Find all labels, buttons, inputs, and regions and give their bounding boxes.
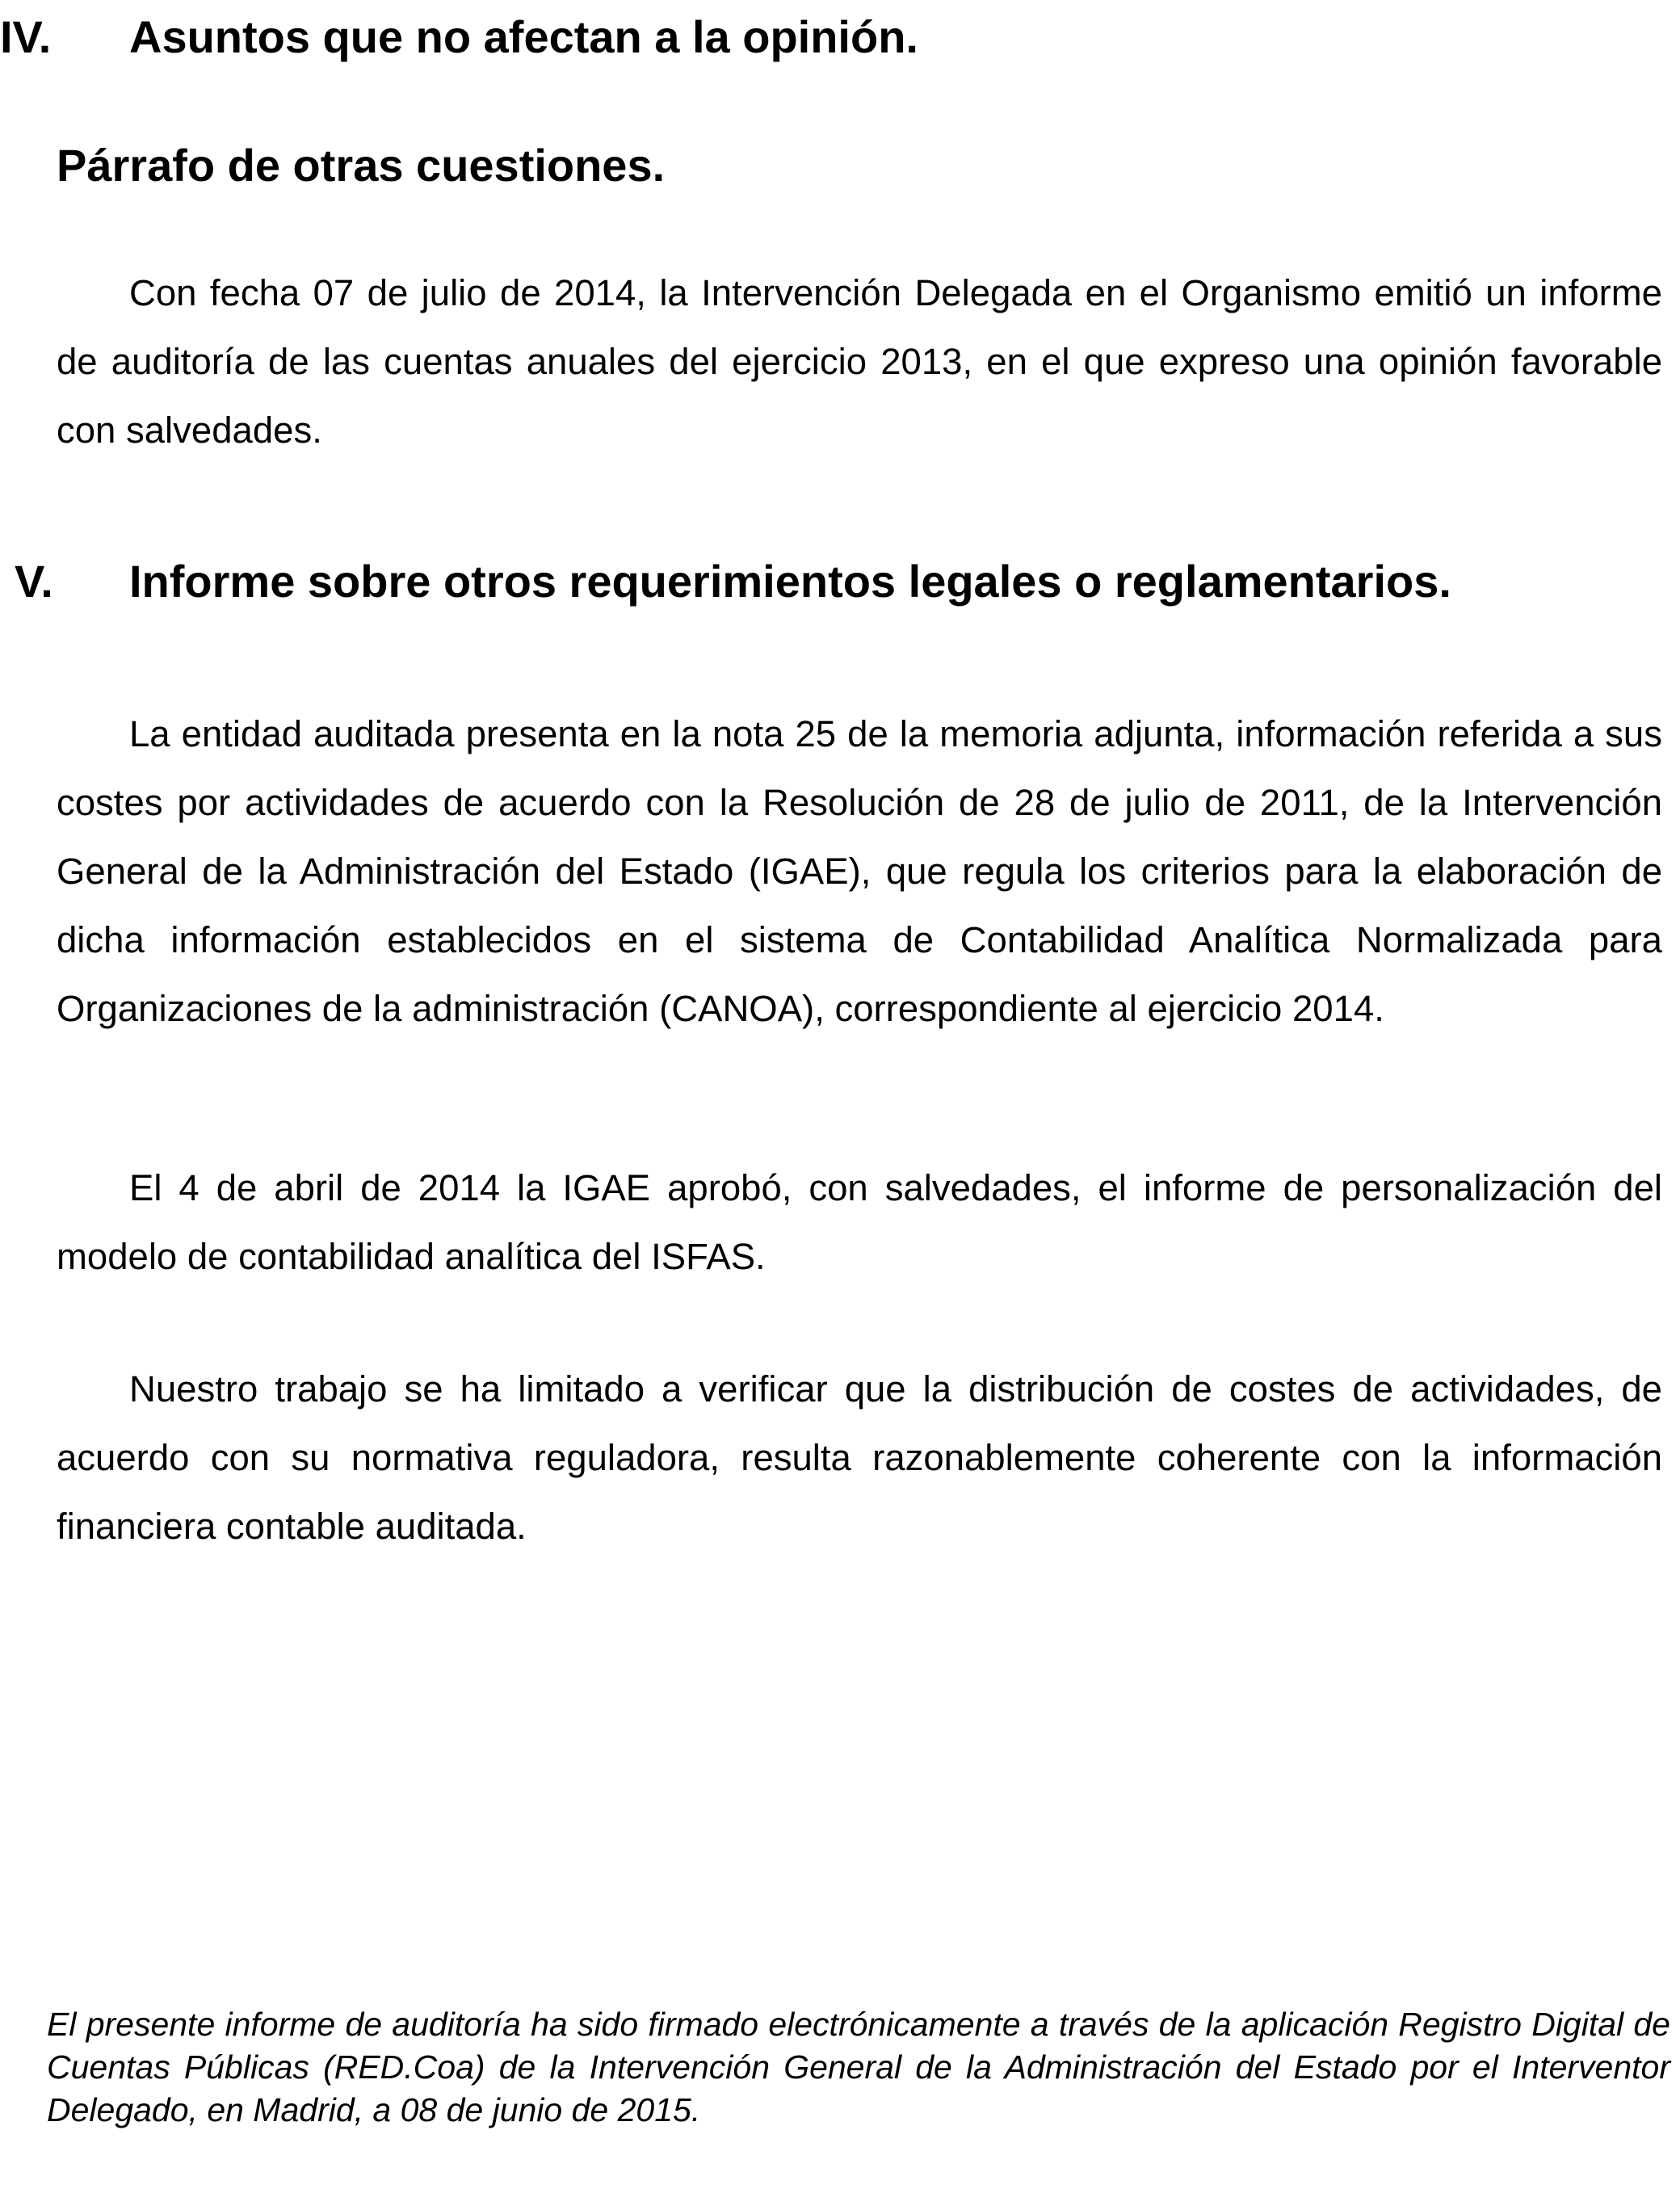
section-v-paragraph-1: La entidad auditada presenta en la nota 25 de la memoria adjunta, información referida a sus costes por actividades de acuerdo con la Resolución de 28 de julio de 2011, de la Intervención General de la Administración del Estado (IGAE), que regula los criterios para la elaboración de dicha información establecidos en el sistema de Contabilidad Analítica Normalizada para Organizaciones de la administración (CANOA), correspondiente al ejercicio 2014. <box>57 713 1662 1029</box>
section-iv-title: Asuntos que no afectan a la opinión. <box>129 11 918 62</box>
signature-note: El presente informe de auditoría ha sido firmado electrónicamente a través de la aplicación Registro Digital de Cuentas Públicas (RED.Coa) de la Intervención General de la Administración del Estado por el Interventor Delegado, en Madrid, a 08 de junio de 2015. <box>47 2006 1670 2128</box>
section-v-number: V. <box>15 556 53 607</box>
section-v-paragraph-2: El 4 de abril de 2014 la IGAE aprobó, con salvedades, el informe de personalización del modelo de contabilidad analítica del ISFAS. <box>57 1167 1662 1277</box>
other-matters-title: Párrafo de otras cuestiones. <box>57 140 666 191</box>
section-v-paragraph-3: Nuestro trabajo se ha limitado a verificar que la distribución de costes de actividades, de acuerdo con su normativa reguladora, resulta razonablemente coherente con la información financiera contable auditada. <box>57 1368 1662 1547</box>
section-iv-number: IV. <box>0 11 52 62</box>
other-matters-paragraph: Con fecha 07 de julio de 2014, la Intervención Delegada en el Organismo emitió un informe de auditoría de las cuentas anuales del ejercicio 2013, en el que expreso una opinión favorable con salvedades. <box>57 272 1662 451</box>
section-v-title: Informe sobre otros requerimientos legales o reglamentarios. <box>129 556 1451 607</box>
